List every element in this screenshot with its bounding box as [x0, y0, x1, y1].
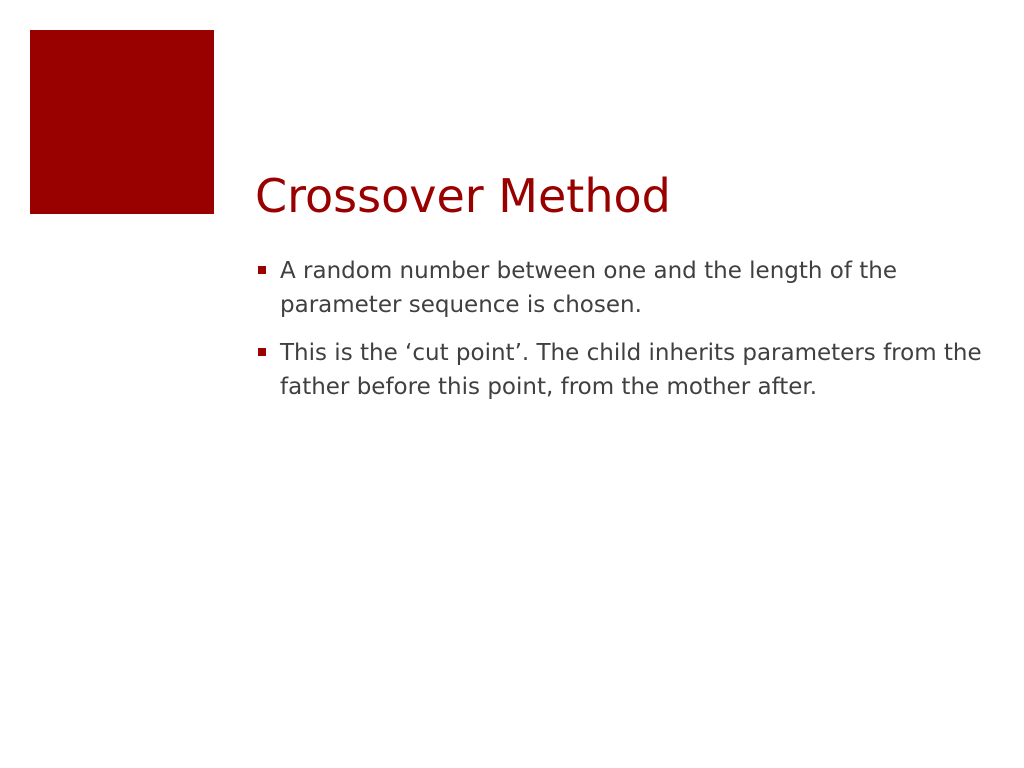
accent-block [30, 30, 214, 214]
square-bullet-icon [258, 266, 266, 274]
bullet-text: A random number between one and the length of the parameter sequence is chosen. [280, 258, 898, 318]
bullet-text: This is the ‘cut point’. The child inherits parameters from the father before this point, from the mother after. [280, 340, 982, 400]
bullet-item [256, 254, 986, 322]
slide-title: Crossover Method [255, 169, 671, 223]
square-bullet-icon [258, 348, 266, 356]
bullet-list [256, 254, 986, 418]
bullet-item [256, 336, 986, 404]
